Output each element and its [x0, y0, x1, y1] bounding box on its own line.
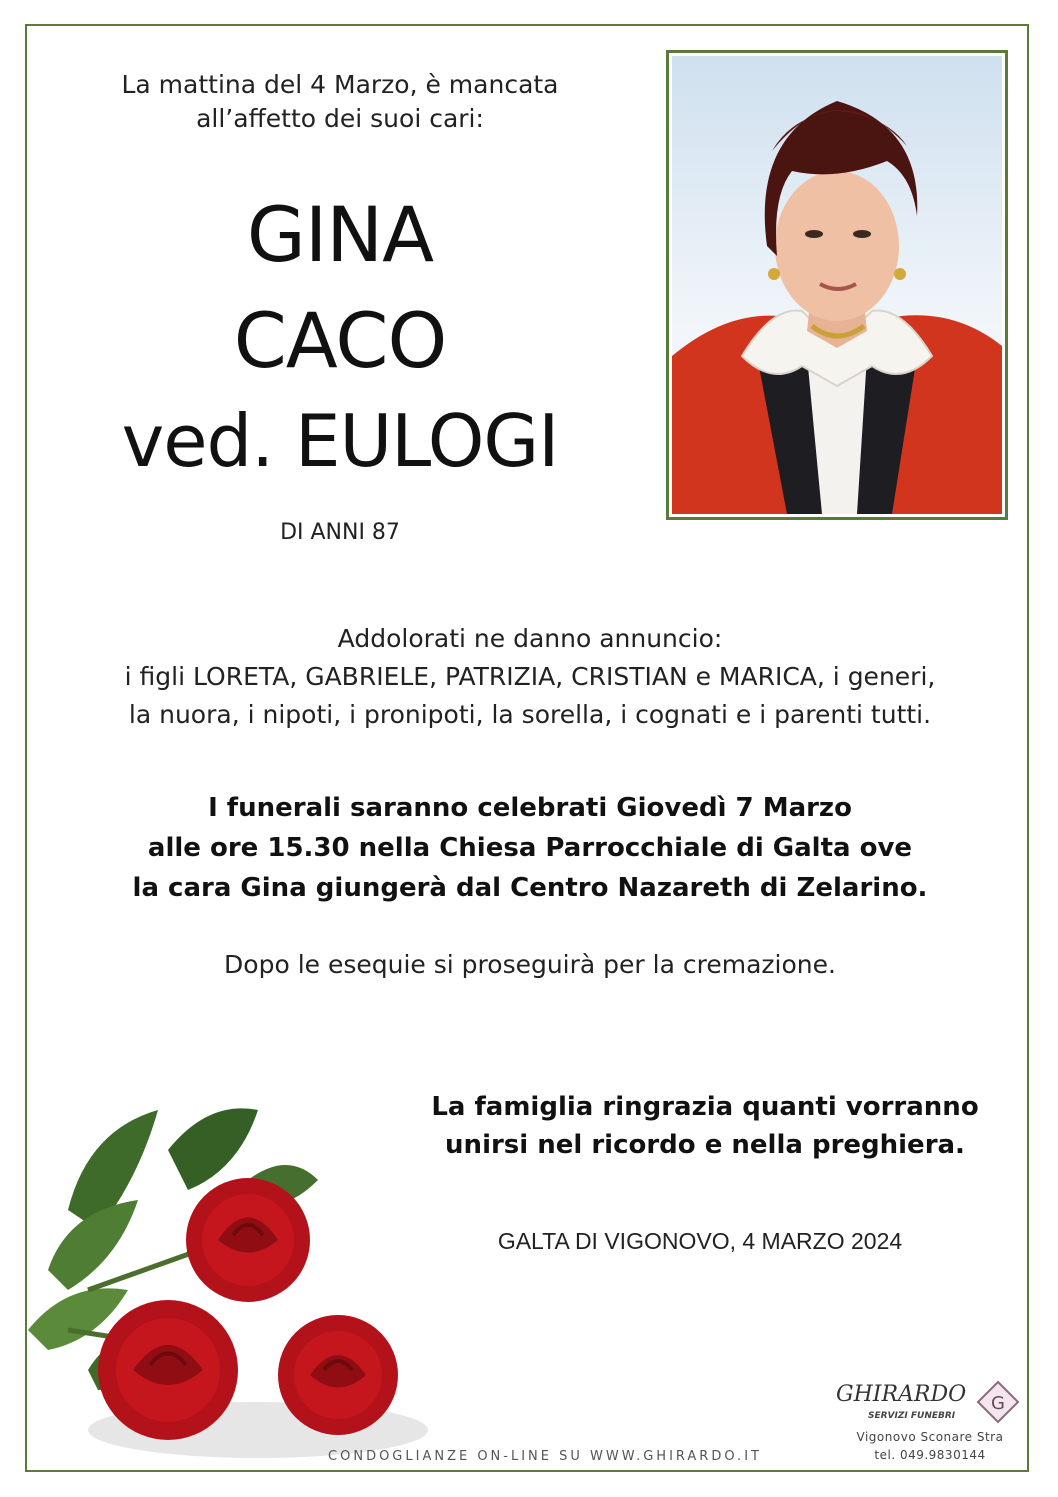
logo-subtitle: SERVIZI FUNEBRI — [868, 1411, 956, 1421]
last-name: CACO — [233, 296, 447, 385]
funeral-info — [60, 788, 1000, 908]
after-ceremony: Dopo le esequie si proseguirà per la cremazione. — [224, 950, 836, 979]
thanks-line-2: unirsi nel ricordo e nella preghiera. — [445, 1130, 965, 1160]
portrait-photo-frame — [666, 50, 1008, 520]
ghirardo-logo — [830, 1378, 1030, 1468]
widow-of: ved. EULOGI — [121, 399, 559, 483]
announcement-line-2: i figli LORETA, GABRIELE, PATRIZIA, CRISTIAN e MARICA, i generi, — [124, 662, 936, 691]
family-thanks — [380, 1088, 1030, 1164]
intro-text — [60, 68, 620, 136]
funeral-line-2: alle ore 15.30 nella Chiesa Parrocchiale di Galta ove — [147, 833, 913, 863]
funeral-line-1: I funerali saranno celebrati Giovedì 7 Marzo — [208, 793, 852, 823]
logo-letter: G — [991, 1393, 1005, 1414]
place-date: GALTA DI VIGONOVO, 4 MARZO 2024 — [497, 1228, 903, 1254]
logo-towns: Vigonovo Sconare Stra — [856, 1430, 1004, 1444]
portrait-photo — [672, 56, 1002, 514]
announcement-line-1: Addolorati ne danno annuncio: — [337, 624, 723, 653]
logo-name: GHIRARDO — [836, 1382, 967, 1407]
logo-phone: tel. 049.9830144 — [874, 1448, 986, 1462]
logo-mark-icon — [976, 1380, 1020, 1424]
intro-line-1: La mattina del 4 Marzo, è mancata — [121, 70, 559, 99]
red-roses-image — [28, 1090, 428, 1470]
announcement-line-3: la nuora, i nipoti, i pronipoti, la sorella, i cognati e i parenti tutti. — [128, 700, 932, 729]
thanks-line-1: La famiglia ringrazia quanti vorranno — [431, 1092, 979, 1122]
first-name: GINA — [246, 190, 434, 279]
intro-line-2: all’affetto dei suoi cari: — [196, 104, 484, 133]
funeral-line-3: la cara Gina giungerà dal Centro Nazareth di Zelarino. — [132, 873, 928, 903]
announcement — [60, 620, 1000, 734]
age: DI ANNI 87 — [280, 520, 400, 545]
footer-condolences: CONDOGLIANZE ON-LINE SU WWW.GHIRARDO.IT — [328, 1449, 762, 1464]
